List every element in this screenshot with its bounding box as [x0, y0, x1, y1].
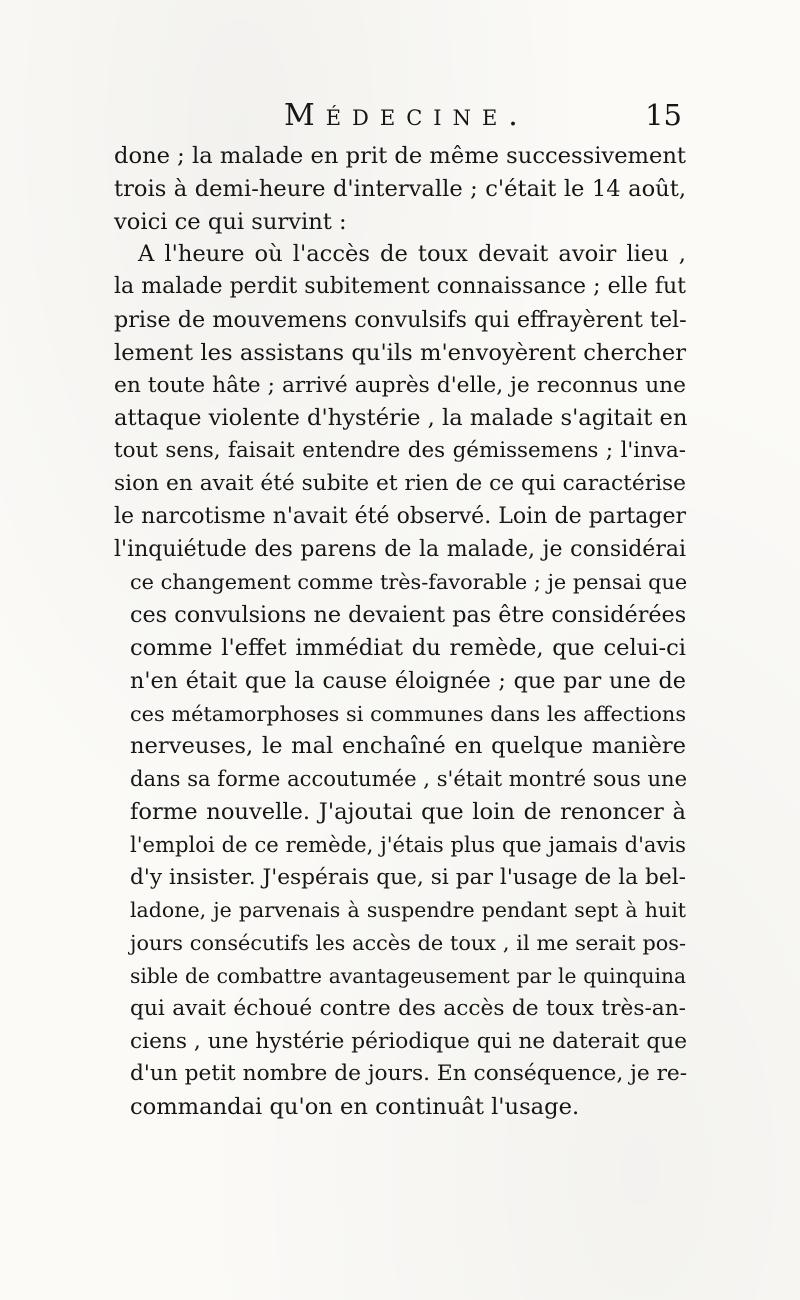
paragraph-start-line: A l'heure où l'accès de toux devait avoir lieu ,: [138, 241, 686, 268]
text-line: ce changement comme très-favorable ; je pensai que: [130, 570, 688, 595]
text-line: ladone, je parvenais à suspendre pendant sept à huit: [130, 898, 686, 923]
running-head: [112, 98, 682, 138]
text-line: ces convulsions ne devaient pas être considérées: [130, 602, 687, 629]
text-line: le narcotisme n'avait été observé. Loin de partager: [114, 503, 686, 529]
text-line: trois à demi-heure d'intervalle ; c'était le 14 août,: [114, 175, 686, 202]
text-line: la malade perdit subitement connaissance ; elle fut: [114, 274, 686, 300]
text-line: lement les assistans qu'ils m'envoyèrent chercher: [114, 339, 686, 366]
text-line: sion en avait été subite et rien de ce qui caractérise: [114, 470, 686, 496]
text-line: tout sens, faisait entendre des gémissemens ; l'inva-: [114, 438, 686, 464]
text-line: l'inquiétude des parens de la malade, je considérai: [114, 536, 686, 562]
page-number: 15: [645, 98, 682, 132]
text-line: d'un petit nombre de jours. En conséquence, je re-: [130, 1061, 688, 1087]
text-line: ces métamorphoses si communes dans les affections: [130, 701, 686, 726]
text-line: attaque violente d'hystérie , la malade s'agitait en: [114, 405, 688, 432]
text-line: en toute hâte ; arrivé auprès d'elle, je reconnus une: [114, 372, 686, 398]
text-line: ciens , une hystérie périodique qui ne daterait que: [130, 1028, 688, 1054]
text-line: qui avait échoué contre des accès de toux très-an-: [130, 995, 686, 1021]
text-line: forme nouvelle. J'ajoutai que loin de renoncer à: [130, 798, 686, 825]
text-line: commandai qu'on en continuât l'usage.: [130, 1094, 580, 1121]
text-line: dans sa forme accoutumée , s'était montré sous une: [130, 766, 688, 792]
body-text: [114, 140, 686, 1124]
text-line: jours consécutifs les accès de toux , il me serait pos-: [130, 931, 686, 956]
text-line: nerveuses, le mal enchaîné en quelque manière: [130, 733, 686, 760]
text-line: prise de mouvemens convulsifs qui effrayèrent tel-: [114, 306, 687, 333]
text-line: done ; la malade en prit de même successivement: [114, 143, 686, 169]
text-line: voici ce qui survint :: [114, 208, 347, 235]
text-line: sible de combattre avantageusement par le quinquina: [130, 963, 686, 988]
text-line: l'emploi de ce remède, j'étais plus que jamais d'avis: [130, 831, 686, 857]
text-line: n'en était que la cause éloignée ; que par une de: [130, 667, 686, 694]
text-line: comme l'effet immédiat du remède, que celui-ci: [130, 634, 686, 661]
text-line: d'y insister. J'espérais que, si par l'usage de la bel-: [130, 864, 686, 890]
running-title: Médecine.: [284, 98, 529, 133]
